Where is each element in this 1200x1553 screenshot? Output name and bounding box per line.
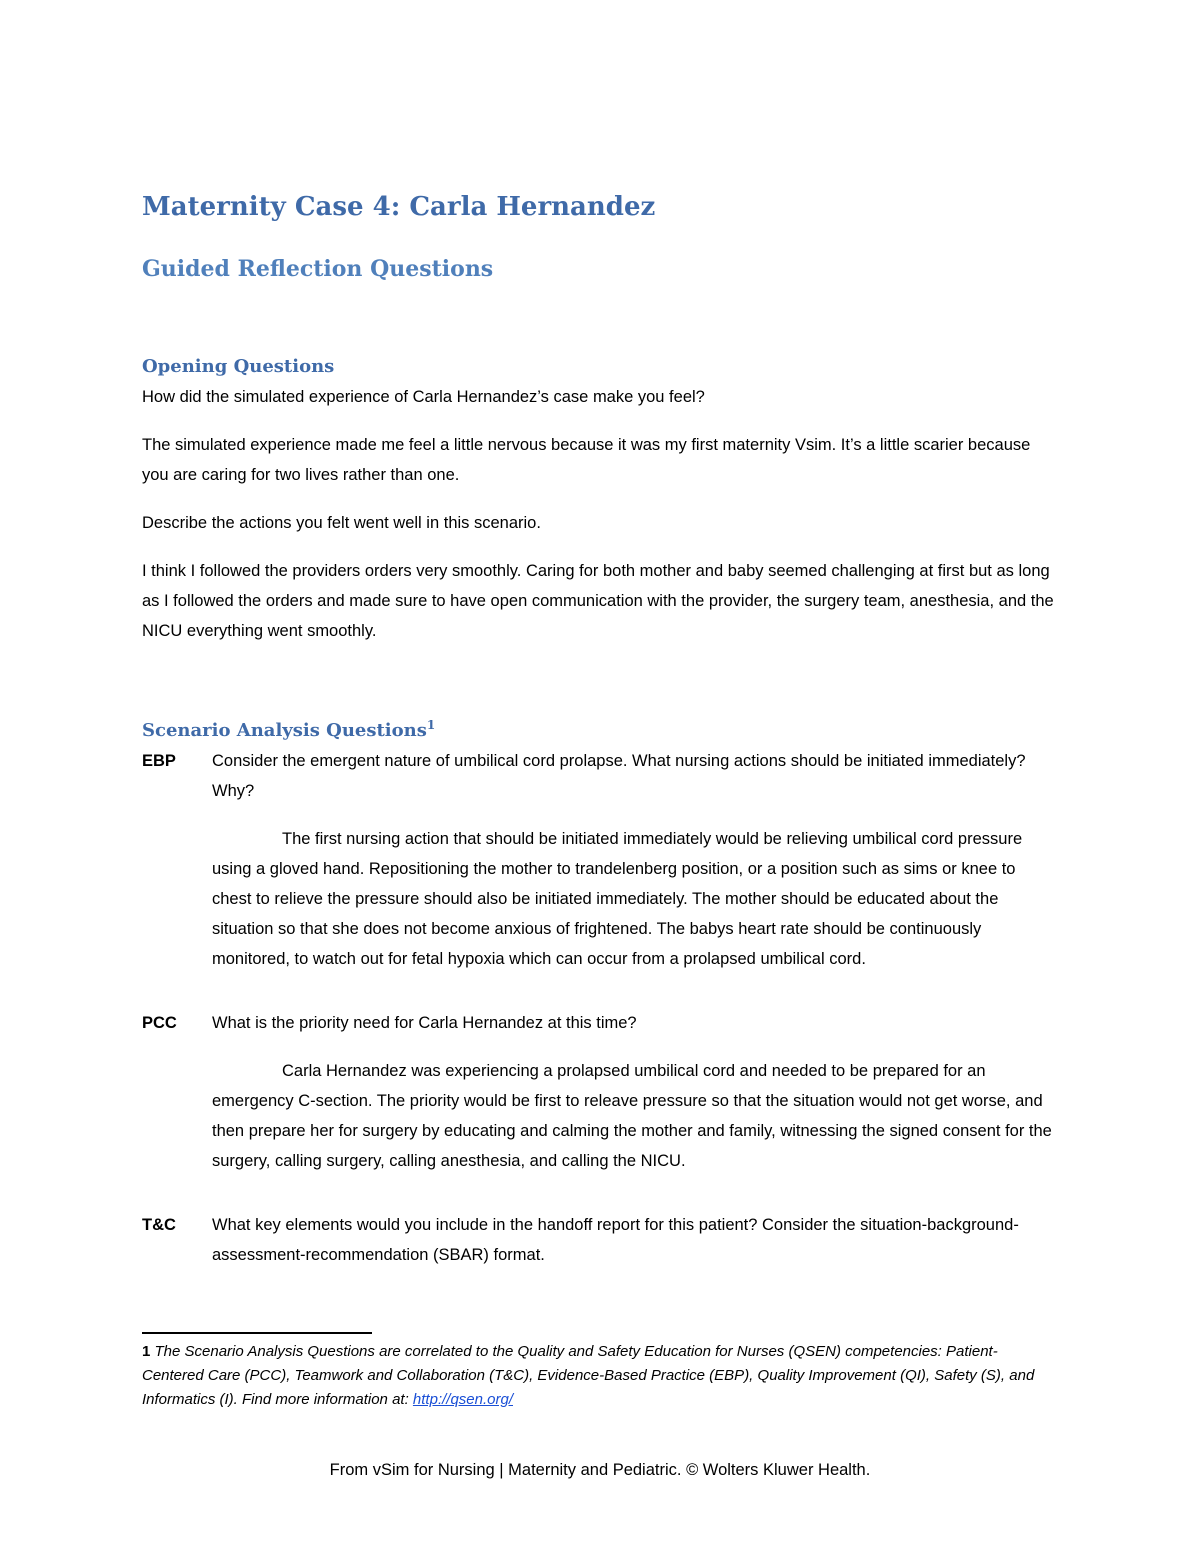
footnote-divider [142,1332,372,1334]
scenario-analysis-heading [142,712,1057,744]
scenario-answer: Carla Hernandez was experiencing a prolapsed umbilical cord and needed to be prepared for an emergency C-section. The priority would be first to releave pressure so that the situation would not get worse, and then prepare her for surgery by educating and calming the mother and family, witnessing the signed consent for the surgery, calling surgery, calling anesthesia, and calling the NICU. [212,1062,1052,1170]
footnote [142,1340,1057,1412]
scenario-question: Consider the emergent nature of umbilical cord prolapse. What nursing actions should be initiated immediately? Why? [212,752,1026,800]
page-subtitle: Guided Reflection Questions [142,256,494,282]
scenario-item-ebp [142,746,1057,992]
opening-answer-2: I think I followed the providers orders very smoothly. Caring for both mother and baby seemed challenging at first but as long as I followed the orders and made sure to have open communication with the provider, the surgery team, anesthesia, and the NICU everything went smoothly. [142,562,1054,640]
scenario-question: What is the priority need for Carla Hernandez at this time? [212,1014,637,1032]
scenario-answer: The first nursing action that should be initiated immediately would be relieving umbilical cord pressure using a gloved hand. Repositioning the mother to trandelenberg position, or a position such as sims or knee to chest to relieve the pressure should also be initiated immediately. The mother should be educated about the situation so that she does not become anxious of frightened. The babys heart rate should be continuously monitored, to watch out for fetal hypoxia which can occur from a prolapsed umbilical cord. [212,830,1023,968]
footnote-text: The Scenario Analysis Questions are correlated to the Quality and Safety Education for Nurses (QSEN) competencies: Patient-Centered Care (PCC), Teamwork and Collaboration (T&C), Evidence-Based Practice (EBP), Quality Improvement (QI), Safety (S), and Informatics (I). Find more information at: [142,1343,1035,1408]
page-title: Maternity Case 4: Carla Hernandez [142,192,656,222]
opening-question-1: How did the simulated experience of Carla Hernandez’s case make you feel? [142,388,705,406]
scenario-question: What key elements would you include in the handoff report for this patient? Consider the situation-background-assessment-recommendation (SBAR) format. [212,1216,1019,1264]
footnote-number: 1 [142,1343,151,1360]
scenario-item-pcc [142,1008,1057,1194]
competency-tag: T&C [142,1216,176,1234]
opening-answer-1: The simulated experience made me feel a little nervous because it was my first maternity Vsim. It’s a little scarier because you are caring for two lives rather than one. [142,436,1031,484]
scenario-heading-text: Scenario Analysis Questions [142,720,427,741]
footnote-reference: 1 [426,718,436,732]
competency-tag: EBP [142,752,176,770]
page-footer: From vSim for Nursing | Maternity and Pediatric. © Wolters Kluwer Health. [329,1461,871,1479]
competency-tag: PCC [142,1014,177,1032]
opening-questions-heading: Opening Questions [142,356,335,377]
qsen-link[interactable]: http://qsen.org/ [412,1391,513,1408]
document-page [142,190,1057,1304]
scenario-item-tc [142,1210,1057,1288]
opening-question-2: Describe the actions you felt went well in this scenario. [142,514,541,532]
